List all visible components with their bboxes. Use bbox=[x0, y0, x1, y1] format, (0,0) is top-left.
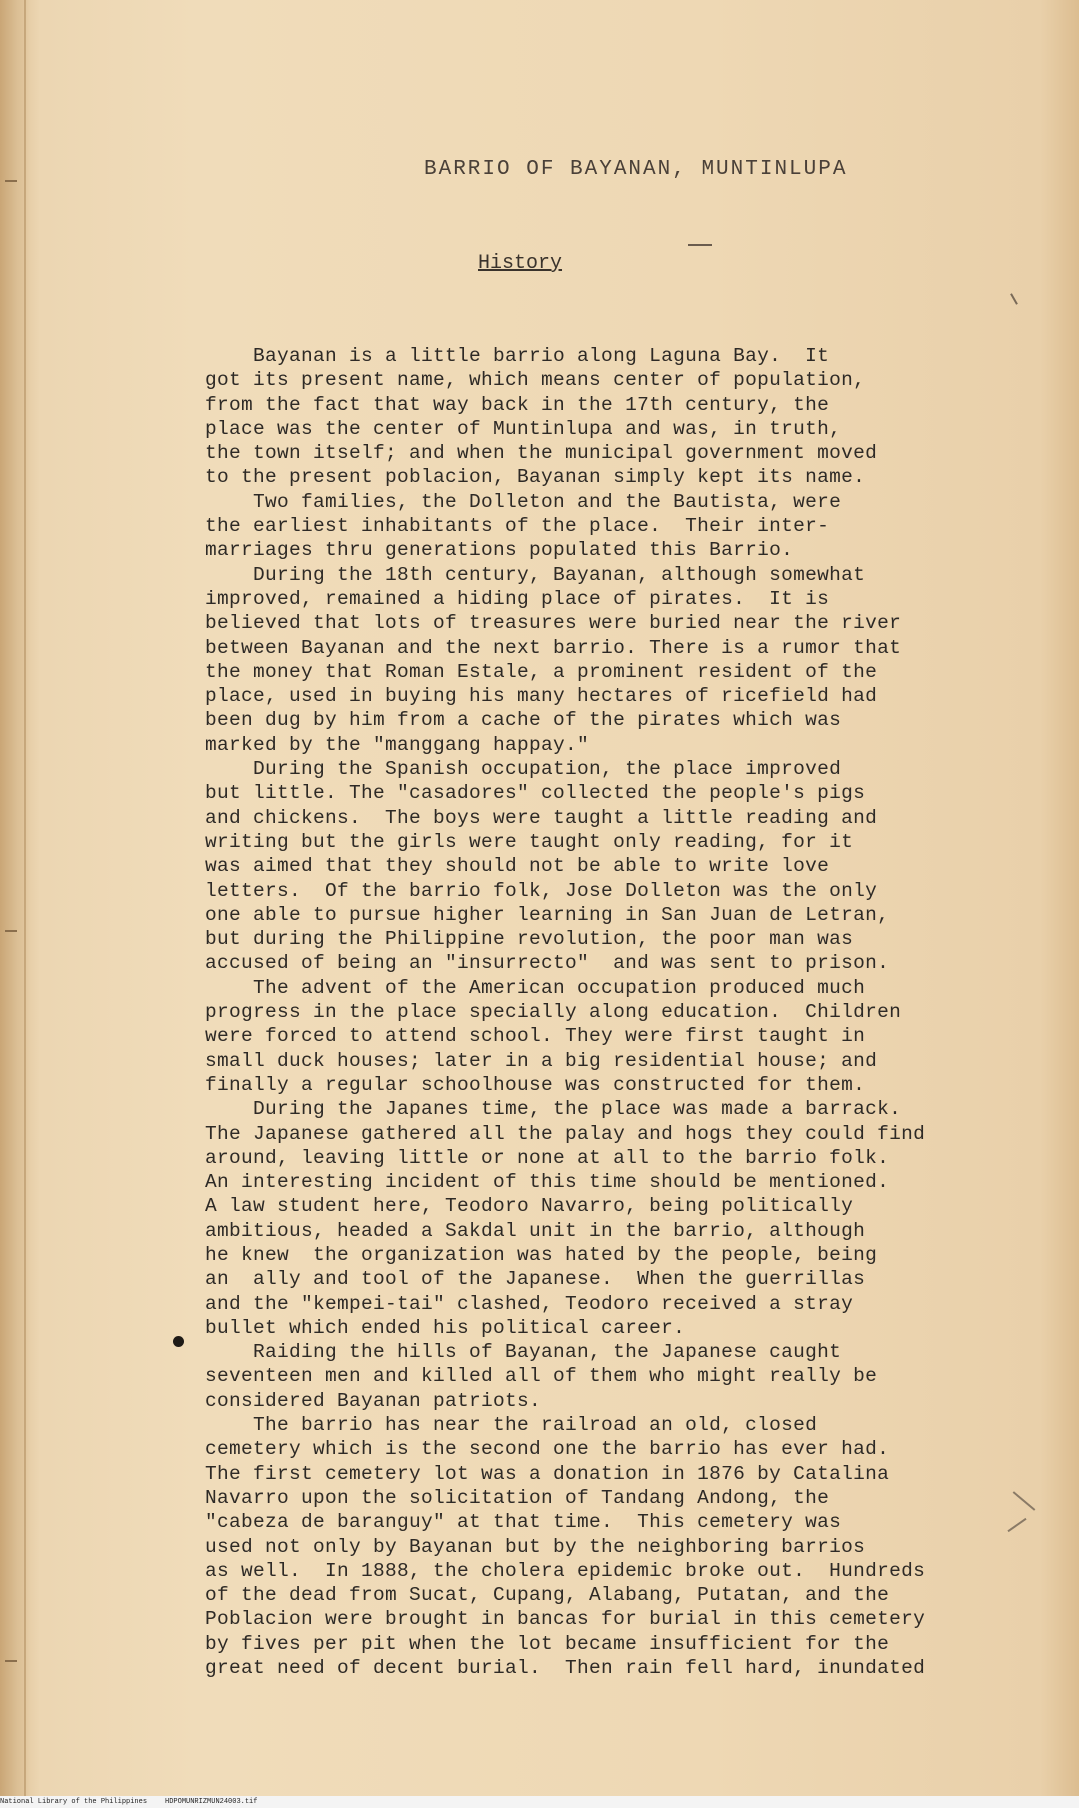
text-line: The advent of the American occupation produced much bbox=[205, 976, 866, 999]
text-line: cemetery which is the second one the barrio has ever had. bbox=[205, 1438, 890, 1461]
text-line: been dug by him from a cache of the pirates which was bbox=[205, 709, 842, 732]
text-line: finally a regular schoolhouse was constructed for them. bbox=[205, 1073, 866, 1096]
text-line: marriages thru generations populated this Barrio. bbox=[205, 539, 794, 562]
text-line: as well. In 1888, the cholera epidemic broke out. Hundreds bbox=[205, 1559, 926, 1582]
text-line: and chickens. The boys were taught a little reading and bbox=[205, 806, 878, 829]
text-line: Two families, the Dolleton and the Bautista, were bbox=[205, 490, 842, 513]
text-line: seventeen men and killed all of them who might really be bbox=[205, 1365, 878, 1388]
section-heading: History bbox=[478, 252, 563, 275]
text-line: bullet which ended his political career. bbox=[205, 1316, 686, 1339]
text-line: improved, remained a hiding place of pirates. It is bbox=[205, 587, 830, 610]
fold-line bbox=[24, 0, 26, 1796]
text-line: from the fact that way back in the 17th century, the bbox=[205, 393, 830, 416]
text-line: were forced to attend school. They were first taught in bbox=[205, 1025, 866, 1048]
text-line: Navarro upon the solicitation of Tandang Andong, the bbox=[205, 1486, 830, 1509]
text-line: The Japanese gathered all the palay and hogs they could find bbox=[205, 1122, 926, 1145]
text-line: but little. The "casadores" collected the people's pigs bbox=[205, 782, 866, 805]
text-line: was aimed that they should not be able to write love bbox=[205, 855, 830, 878]
margin-mark bbox=[5, 930, 17, 932]
margin-mark bbox=[5, 180, 17, 182]
text-line: between Bayanan and the next barrio. There is a rumor that bbox=[205, 636, 902, 659]
text-line: got its present name, which means center of population, bbox=[205, 369, 866, 392]
document-title: BARRIO OF BAYANAN, MUNTINLUPA bbox=[424, 158, 848, 181]
text-line: marked by the "manggang happay." bbox=[205, 733, 590, 756]
text-line: he knew the organization was hated by the people, being bbox=[205, 1243, 878, 1266]
text-line: During the Spanish occupation, the place improved bbox=[205, 758, 842, 781]
text-line: but during the Philippine revolution, the poor man was bbox=[205, 928, 854, 951]
text-line: The first cemetery lot was a donation in 1876 by Catalina bbox=[205, 1462, 890, 1485]
text-line: The barrio has near the railroad an old, closed bbox=[205, 1414, 818, 1437]
text-line: considered Bayanan patriots. bbox=[205, 1389, 542, 1412]
text-line: During the Japanes time, the place was made a barrack. bbox=[205, 1098, 902, 1121]
text-line: believed that lots of treasures were buried near the river bbox=[205, 612, 902, 635]
text-line: progress in the place specially along education. Children bbox=[205, 1001, 902, 1024]
text-line: Raiding the hills of Bayanan, the Japanese caught bbox=[205, 1341, 842, 1364]
text-line: and the "kempei-tai" clashed, Teodoro received a stray bbox=[205, 1292, 854, 1315]
text-line: During the 18th century, Bayanan, although somewhat bbox=[205, 563, 866, 586]
text-line: Bayanan is a little barrio along Laguna Bay. It bbox=[205, 345, 830, 367]
text-line: an ally and tool of the Japanese. When the guerrillas bbox=[205, 1268, 866, 1291]
text-line: accused of being an "insurrecto" and was sent to prison. bbox=[205, 952, 890, 975]
scan-footer bbox=[0, 1796, 1079, 1808]
text-line: place was the center of Muntinlupa and was, in truth, bbox=[205, 417, 842, 440]
text-line: An interesting incident of this time should be mentioned. bbox=[205, 1171, 890, 1194]
text-line: to the present poblacion, Bayanan simply kept its name. bbox=[205, 466, 866, 489]
pen-mark bbox=[1010, 293, 1018, 304]
text-line: one able to pursue higher learning in San Juan de Letran, bbox=[205, 903, 890, 926]
ink-dot bbox=[173, 1336, 184, 1347]
text-line: ambitious, headed a Sakdal unit in the barrio, although bbox=[205, 1219, 866, 1242]
document-body bbox=[205, 344, 1055, 1680]
text-line: letters. Of the barrio folk, Jose Dolleton was the only bbox=[205, 879, 878, 902]
text-line: the money that Roman Estale, a prominent resident of the bbox=[205, 660, 878, 683]
text-line: "cabeza de baranguy" at that time. This cemetery was bbox=[205, 1511, 842, 1534]
margin-mark bbox=[5, 1660, 17, 1662]
text-line: place, used in buying his many hectares of ricefield had bbox=[205, 685, 878, 708]
text-line: A law student here, Teodoro Navarro, being politically bbox=[205, 1195, 854, 1218]
pen-mark bbox=[688, 244, 712, 246]
text-line: by fives per pit when the lot became insufficient for the bbox=[205, 1632, 890, 1655]
text-line: writing but the girls were taught only reading, for it bbox=[205, 830, 854, 853]
text-line: around, leaving little or none at all to the barrio folk. bbox=[205, 1146, 890, 1169]
text-line: great need of decent burial. Then rain fell hard, inundated bbox=[205, 1657, 926, 1680]
footer-institution: National Library of the Philippines bbox=[0, 1798, 148, 1806]
text-line: small duck houses; later in a big residential house; and bbox=[205, 1049, 878, 1072]
text-line: used not only by Bayanan but by the neighboring barrios bbox=[205, 1535, 866, 1558]
text-line: the town itself; and when the municipal government moved bbox=[205, 442, 878, 465]
text-line: the earliest inhabitants of the place. Their inter- bbox=[205, 515, 830, 538]
text-line: of the dead from Sucat, Cupang, Alabang, Putatan, and the bbox=[205, 1584, 890, 1607]
text-line: Poblacion were brought in bancas for burial in this cemetery bbox=[205, 1608, 926, 1631]
footer-file-id: HDPOMUNRIZMUN24003.tif bbox=[165, 1798, 258, 1806]
